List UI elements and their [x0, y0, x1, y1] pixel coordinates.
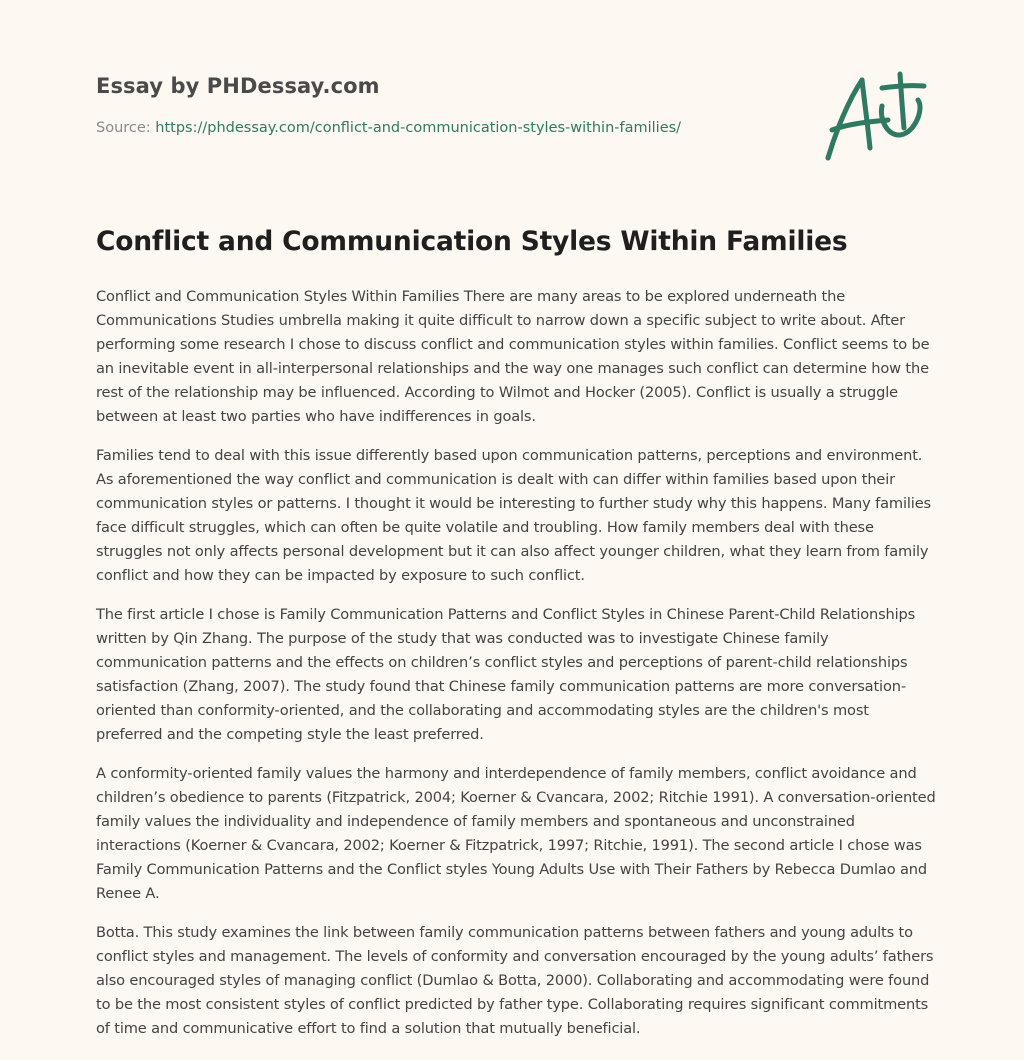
essay-header: [96, 74, 816, 136]
paragraph: Families tend to deal with this issue differently based upon communication patterns, perceptions and environment. As aforementioned the way conflict and communication is dealt with can differ within families based upon their communication styles or patterns. I thought it would be interesting to further study why this happens. Many families face difficult struggles, which can often be quite volatile and troubling. How family members deal with these struggles not only affects personal development but it can also affect younger children, what they learn from family conflict and how they can be impacted by exposure to such conflict.: [96, 447, 931, 584]
source-label: Source:: [96, 120, 151, 136]
paragraph: The first article I chose is Family Communication Patterns and Conflict Styles in Chinese Parent-Child Relationships written by Qin Zhang. The purpose of the study that was conducted was to investigate Chinese family communication patterns and the effects on children’s conflict styles and perceptions of parent-child relationships satisfaction (Zhang, 2007). The study found that Chinese family communication patterns are more conversation-oriented than conformity-oriented, and the collaborating and accommodating styles are the children's most preferred and the competing style the least preferred.: [96, 606, 916, 743]
a-plus-logo-icon: [818, 66, 930, 166]
source-link[interactable]: https://phdessay.com/conflict-and-communication-styles-within-families/: [155, 120, 682, 136]
paragraph: A conformity-oriented family values the harmony and interdependence of family members, conflict avoidance and children’s obedience to parents (Fitzpatrick, 2004; Koerner & Cvancara, 2002; Ritchie 1991). A conversation-oriented family values the individuality and independence of family members and spontaneous and unconstrained interactions (Koerner & Cvancara, 2002; Koerner & Fitzpatrick, 1997; Ritchie, 1991). The second article I chose was Family Communication Patterns and the Conflict styles Young Adults Use with Their Fathers by Rebecca Dumlao and Renee A.: [96, 765, 936, 902]
paragraph: Botta. This study examines the link between family communication patterns between fathers and young adults to conflict styles and management. The levels of conformity and conversation encouraged by the young adults’ fathers also encouraged styles of managing conflict (Dumlao & Botta, 2000). Collaborating and accommodating were found to be the most consistent styles of conflict predicted by father type. Collaborating requires significant commitments of time and communicative effort to find a solution that mutually beneficial.: [96, 924, 934, 1037]
essay-title: Conflict and Communication Styles Within Families: [96, 226, 848, 257]
paragraph: Conflict and Communication Styles Within Families There are many areas to be explored underneath the Communications Studies umbrella making it quite difficult to narrow down a specific subject to write about. After performing some research I chose to discuss conflict and communication styles within families. Conflict seems to be an inevitable event in all-interpersonal relationships and the way one manages such conflict can determine how the rest of the relationship may be influenced. According to Wilmot and Hocker (2005). Conflict is usually a struggle between at least two parties who have indifferences in goals.: [96, 288, 930, 425]
source-line: [96, 120, 816, 136]
essay-body: [96, 285, 936, 1056]
site-title: Essay by PHDessay.com: [96, 74, 380, 98]
